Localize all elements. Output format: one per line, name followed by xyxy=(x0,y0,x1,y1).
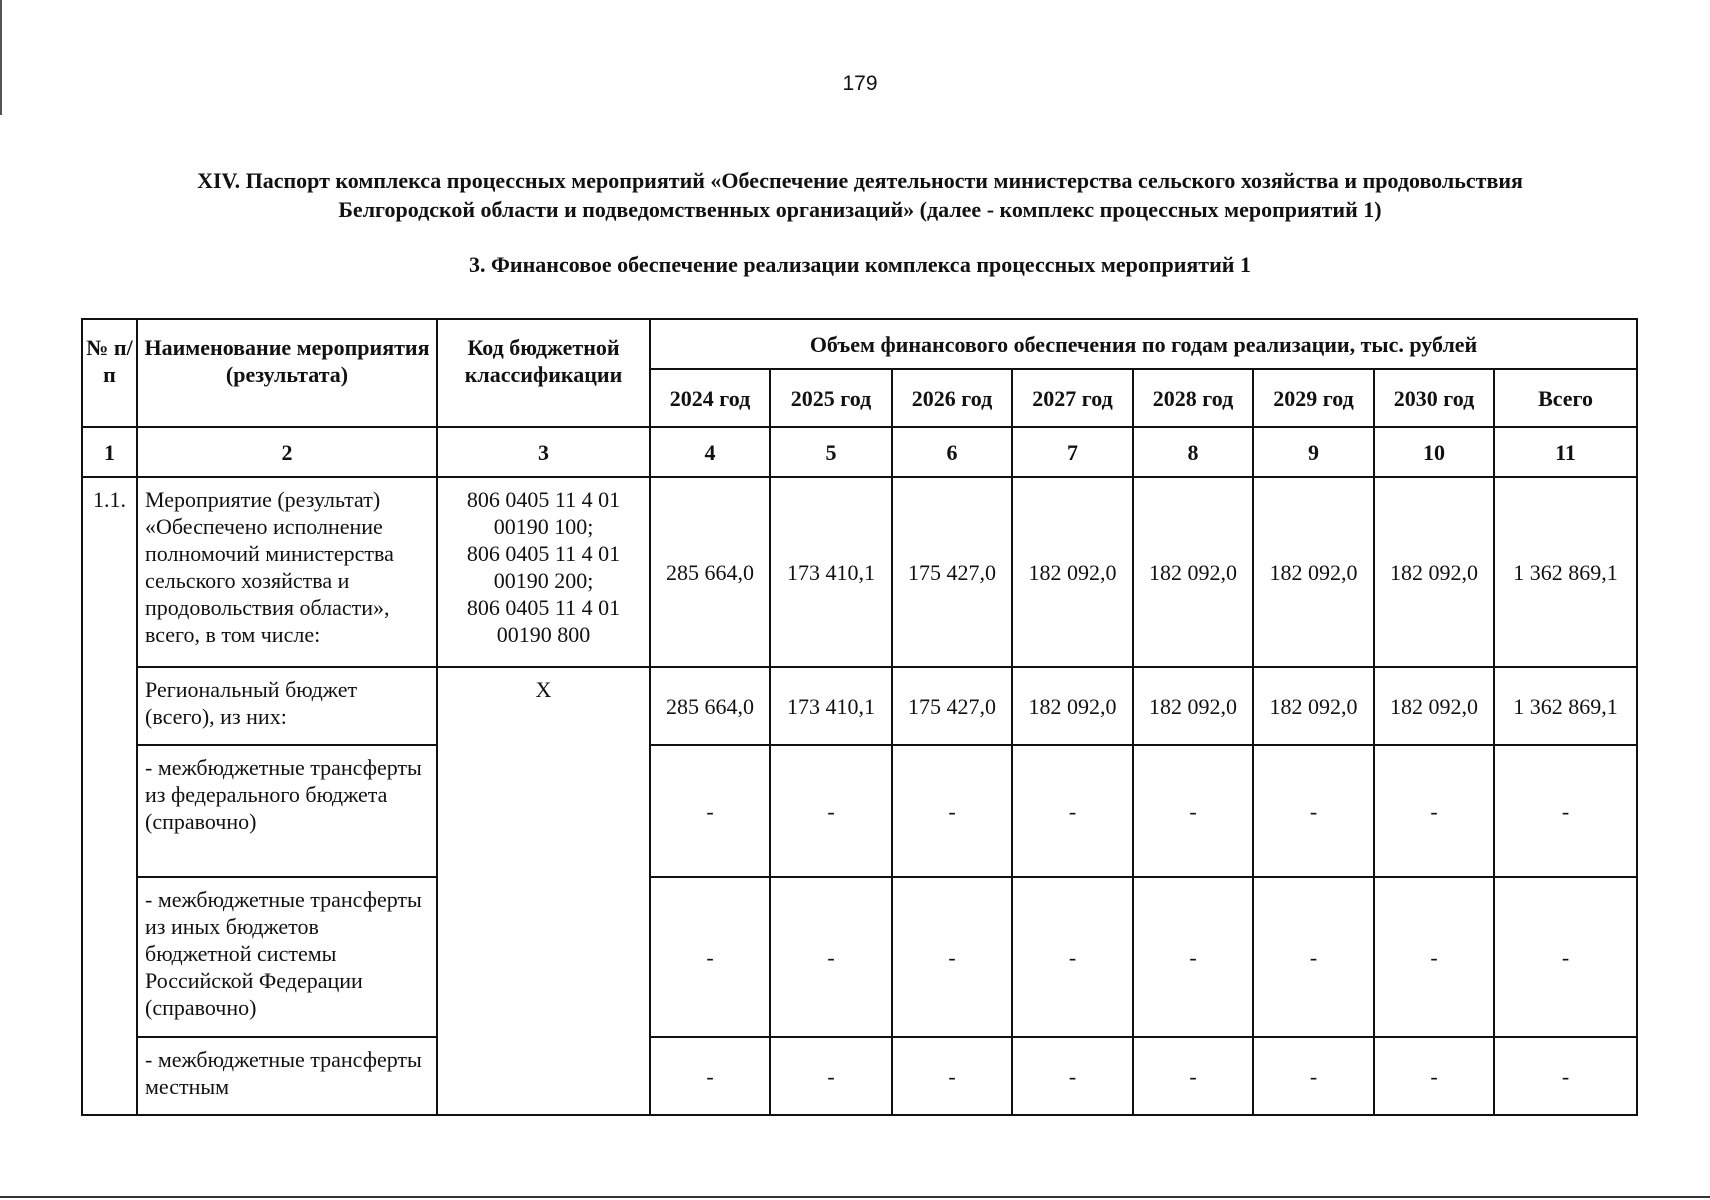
value-2024: - xyxy=(650,877,770,1037)
value-2028: - xyxy=(1133,877,1253,1037)
header-year-2027: 2027 год xyxy=(1012,369,1133,427)
value-2027: - xyxy=(1012,877,1133,1037)
value-2025: 173 410,1 xyxy=(770,667,892,745)
column-number: 2 xyxy=(137,427,437,477)
column-number-row xyxy=(82,427,1637,477)
row-number: 1.1. xyxy=(82,477,137,1115)
budget-code-x: X xyxy=(437,667,650,1115)
value-2026: - xyxy=(892,745,1012,877)
column-number: 1 xyxy=(82,427,137,477)
value-2024: - xyxy=(650,1037,770,1115)
header-year-2030: 2030 год xyxy=(1374,369,1494,427)
value-2024: - xyxy=(650,745,770,877)
value-2028: - xyxy=(1133,745,1253,877)
section-title: 3. Финансовое обеспечение реализации комплекса процессных мероприятий 1 xyxy=(469,252,1251,277)
value-2025: - xyxy=(770,1037,892,1115)
page-number: 179 xyxy=(842,72,878,95)
value-2029: - xyxy=(1253,745,1374,877)
local-transfers-label: - межбюджетные трансферты местным xyxy=(137,1037,437,1115)
document-title xyxy=(60,166,1660,224)
header-year-2026: 2026 год xyxy=(892,369,1012,427)
measure-name: Мероприятие (результат) «Обеспечено исполнение полномочий министерства сельского хозяйства и продовольствия области», всего, в том числе: xyxy=(137,477,437,667)
column-number: 3 xyxy=(437,427,650,477)
value-2029: - xyxy=(1253,1037,1374,1115)
budget-code-line: 806 0405 11 4 01 xyxy=(466,541,621,566)
value-2030: 182 092,0 xyxy=(1374,477,1494,667)
value-2028: 182 092,0 xyxy=(1133,477,1253,667)
value-total: - xyxy=(1494,745,1637,877)
header-row-1 xyxy=(82,319,1637,369)
value-2027: 182 092,0 xyxy=(1012,667,1133,745)
header-name: Наименование мероприятия (результата) xyxy=(137,319,437,427)
value-2029: - xyxy=(1253,877,1374,1037)
financing-table xyxy=(81,318,1638,1116)
column-number: 8 xyxy=(1133,427,1253,477)
header-year-2028: 2028 год xyxy=(1133,369,1253,427)
value-2030: - xyxy=(1374,745,1494,877)
header-year-2029: 2029 год xyxy=(1253,369,1374,427)
value-2025: - xyxy=(770,745,892,877)
budget-code-line: 00190 800 xyxy=(496,622,591,647)
column-number: 6 xyxy=(892,427,1012,477)
column-number: 10 xyxy=(1374,427,1494,477)
header-num: № п/п xyxy=(82,319,137,427)
column-number: 5 xyxy=(770,427,892,477)
column-number: 9 xyxy=(1253,427,1374,477)
budget-code xyxy=(437,477,650,667)
value-2029: 182 092,0 xyxy=(1253,667,1374,745)
value-total: 1 362 869,1 xyxy=(1494,477,1637,667)
value-2029: 182 092,0 xyxy=(1253,477,1374,667)
value-2028: 182 092,0 xyxy=(1133,667,1253,745)
table-row-local-transfers xyxy=(82,1037,1637,1115)
value-2024: 285 664,0 xyxy=(650,477,770,667)
budget-code-line: 00190 200; xyxy=(493,568,594,593)
column-number: 11 xyxy=(1494,427,1637,477)
header-year-2025: 2025 год xyxy=(770,369,892,427)
budget-code-line: 806 0405 11 4 01 xyxy=(466,487,621,512)
value-2027: - xyxy=(1012,1037,1133,1115)
value-2026: - xyxy=(892,1037,1012,1115)
budget-code-line: 00190 100; xyxy=(493,514,594,539)
value-total: 1 362 869,1 xyxy=(1494,667,1637,745)
value-2027: - xyxy=(1012,745,1133,877)
header-year-2024: 2024 год xyxy=(650,369,770,427)
document-title-line-1: XIV. Паспорт комплекса процессных мероприятий «Обеспечение деятельности министерства сельского хозяйства и продовольствия xyxy=(197,168,1523,193)
header-code: Код бюджетной классификации xyxy=(437,319,650,427)
value-2030: - xyxy=(1374,1037,1494,1115)
other-transfers-label: - межбюджетные трансферты из иных бюджетов бюджетной системы Российской Федерации (справочно) xyxy=(137,877,437,1037)
value-2025: - xyxy=(770,877,892,1037)
table-row-regional-budget xyxy=(82,667,1637,745)
column-number: 4 xyxy=(650,427,770,477)
header-volume: Объем финансового обеспечения по годам реализации, тыс. рублей xyxy=(650,319,1637,369)
value-total: - xyxy=(1494,1037,1637,1115)
regional-budget-label: Региональный бюджет (всего), из них: xyxy=(137,667,437,745)
value-2027: 182 092,0 xyxy=(1012,477,1133,667)
value-2030: - xyxy=(1374,877,1494,1037)
header-total: Всего xyxy=(1494,369,1637,427)
table-row-other-transfers xyxy=(82,877,1637,1037)
page-bottom-rule xyxy=(0,1196,1710,1198)
document-title-line-2: Белгородской области и подведомственных организаций» (далее - комплекс процессных мероприятий 1) xyxy=(338,197,1382,222)
table-row-federal-transfers xyxy=(82,745,1637,877)
table-row-measure xyxy=(82,477,1637,667)
value-2026: 175 427,0 xyxy=(892,477,1012,667)
value-total: - xyxy=(1494,877,1637,1037)
scan-edge-line xyxy=(0,0,2,115)
federal-transfers-label: - межбюджетные трансферты из федерального бюджета (справочно) xyxy=(137,745,437,877)
budget-code-line: 806 0405 11 4 01 xyxy=(466,595,621,620)
value-2026: - xyxy=(892,877,1012,1037)
value-2030: 182 092,0 xyxy=(1374,667,1494,745)
value-2028: - xyxy=(1133,1037,1253,1115)
value-2024: 285 664,0 xyxy=(650,667,770,745)
value-2025: 173 410,1 xyxy=(770,477,892,667)
column-number: 7 xyxy=(1012,427,1133,477)
value-2026: 175 427,0 xyxy=(892,667,1012,745)
